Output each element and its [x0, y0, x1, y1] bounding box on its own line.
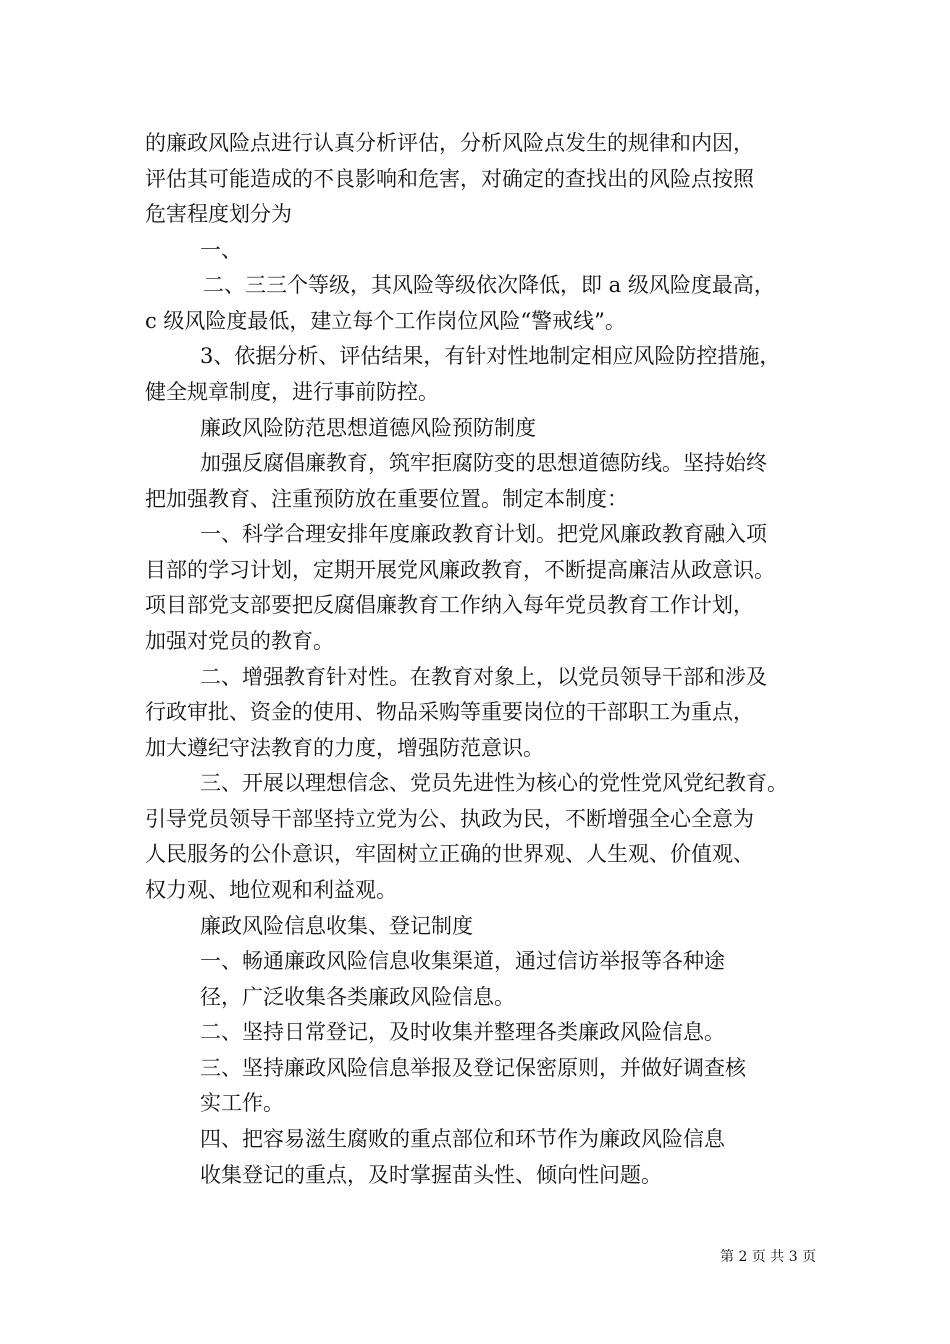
text-line-16: 二、增强教育针对性。在教育对象上，以党员领导干部和涉及	[200, 665, 767, 689]
page-number-footer: 第 2 页 共 3 页	[720, 1249, 817, 1265]
text-line-5: 二、三三个等级，其风险等级依次降低，即 a 级风险度最高，	[203, 273, 775, 297]
text-line-18: 加大遵纪守法教育的力度，增强防范意识。	[145, 736, 544, 760]
text-line-3: 危害程度划分为	[145, 202, 292, 226]
text-line-8: 健全规章制度，进行事前防控。	[145, 380, 439, 404]
section-heading-2: 廉政风险信息收集、登记制度	[200, 914, 473, 938]
text-line-2: 评估其可能造成的不良影响和危害，对确定的查找出的风险点按照	[145, 167, 754, 191]
text-line-19: 三、开展以理想信念、党员先进性为核心的党性党风党纪教育。	[200, 771, 788, 795]
text-line-14: 项目部党支部要把反腐倡廉教育工作纳入每年党员教育工作计划，	[145, 593, 754, 617]
text-line-11: 把加强教育、注重预防放在重要位置。制定本制度：	[145, 487, 628, 511]
text-line-30: 收集登记的重点，及时掌握苗头性、倾向性问题。	[200, 1163, 662, 1187]
text-line-25: 径，广泛收集各类廉政风险信息。	[200, 985, 515, 1009]
text-line-4: 一、	[200, 238, 242, 262]
text-line-6: c 级风险度最低，建立每个工作岗位风险“警戒线”。	[145, 309, 626, 333]
text-line-13: 目部的学习计划，定期开展党风廉政教育，不断提高廉洁从政意识。	[145, 558, 775, 582]
text-line-28: 实工作。	[200, 1091, 284, 1115]
text-line-29: 四、把容易滋生腐败的重点部位和环节作为廉政风险信息	[200, 1127, 725, 1151]
text-line-10: 加强反腐倡廉教育，筑牢拒腐防变的思想道德防线。坚持始终	[200, 451, 767, 475]
text-line-27: 三、坚持廉政风险信息举报及登记保密原则，并做好调查核	[200, 1056, 746, 1080]
text-line-24: 一、畅通廉政风险信息收集渠道，通过信访举报等各种途	[200, 949, 725, 973]
text-line-26: 二、坚持日常登记，及时收集并整理各类廉政风险信息。	[200, 1020, 725, 1044]
text-line-7: 3、依据分析、评估结果，有针对性地制定相应风险防控措施，	[200, 344, 781, 368]
text-line-15: 加强对党员的教育。	[145, 629, 334, 653]
text-line-17: 行政审批、资金的使用、物品采购等重要岗位的干部职工为重点，	[145, 700, 754, 724]
text-line-1: 的廉政风险点进行认真分析评估，分析风险点发生的规律和内因，	[145, 131, 754, 155]
text-line-12: 一、科学合理安排年度廉政教育计划。把党风廉政教育融入项	[200, 522, 767, 546]
text-line-22: 权力观、地位观和利益观。	[145, 878, 397, 902]
section-heading-1: 廉政风险防范思想道德风险预防制度	[200, 416, 536, 440]
text-line-20: 引导党员领导干部坚持立党为公、执政为民，不断增强全心全意为	[145, 807, 754, 831]
text-line-21: 人民服务的公仆意识，牢固树立正确的世界观、人生观、价值观、	[145, 842, 754, 866]
